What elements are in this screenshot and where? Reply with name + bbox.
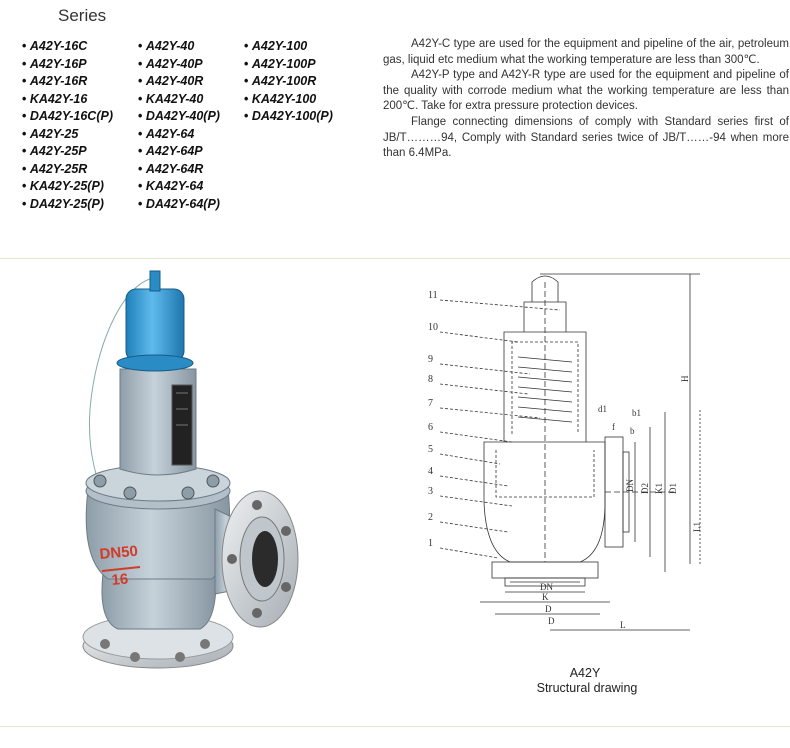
dimension-label: D — [545, 604, 552, 614]
series-item: • A42Y-64 — [138, 126, 220, 144]
series-item: • A42Y-64R — [138, 161, 220, 179]
part-leader-line — [440, 332, 518, 342]
part-leader-line — [440, 496, 512, 506]
series-item: • A42Y-100 — [244, 38, 333, 56]
series-item: • A42Y-25 — [22, 126, 113, 144]
dimension-label: H — [680, 375, 690, 382]
series-item: • A42Y-25R — [22, 161, 113, 179]
description — [383, 37, 789, 162]
part-leader-line — [440, 364, 530, 374]
valve-photo — [0, 259, 372, 726]
series-item: • KA42Y-16 — [22, 91, 113, 109]
description-paragraph-3: Flange connecting dimensions of comply with Standard series first of JB/T………94, Comply with Standard series twice of JB/T……-94 when more than 6.4MPa. — [383, 115, 789, 160]
series-item: • KA42Y-64 — [138, 178, 220, 196]
dimension-label: K — [542, 592, 549, 602]
series-item: • KA42Y-25(P) — [22, 178, 113, 196]
dimension-label: d1 — [598, 404, 607, 414]
series-title: Series — [58, 6, 107, 25]
part-number-label: 1 — [428, 538, 433, 549]
series-item: • A42Y-40P — [138, 56, 220, 74]
dimension-label: f — [612, 422, 615, 432]
dimension-label: L — [620, 620, 626, 630]
dimension-label: D1 — [668, 483, 678, 494]
series-item: • DA42Y-16C(P) — [22, 108, 113, 126]
part-leader-line — [440, 454, 500, 464]
description-paragraph-2: A42Y-P type and A42Y-R type are used for the equipment and pipeline of the quality with corrode medium what the working temperature are less than 200℃. Take for extra pressure protection devices. — [383, 69, 789, 113]
series-item: • A42Y-16R — [22, 73, 113, 91]
dimension-label: DN — [625, 479, 635, 492]
series-list-col3 — [244, 38, 333, 126]
part-leader-line — [440, 432, 512, 442]
part-number-label: 10 — [428, 322, 438, 333]
series-item: • A42Y-25P — [22, 143, 113, 161]
part-number-label: 6 — [428, 422, 433, 433]
dimension-label: K1 — [654, 483, 664, 494]
series-item: • A42Y-100R — [244, 73, 333, 91]
series-item: • A42Y-40R — [138, 73, 220, 91]
part-number-label: 11 — [428, 290, 438, 301]
part-leader-line — [440, 548, 498, 558]
divider-bottom — [0, 726, 790, 727]
part-leader-line — [440, 476, 508, 486]
dimension-label: D — [548, 616, 555, 626]
body-marking-dn: DN50 — [98, 542, 139, 563]
part-leader-line — [440, 522, 508, 532]
drawing-caption-model: A42Y — [569, 666, 601, 680]
part-number-label: 5 — [428, 444, 433, 455]
series-item: • A42Y-16P — [22, 56, 113, 74]
dimension-label: b1 — [632, 408, 641, 418]
drawing-caption-text: Structural drawing — [536, 681, 638, 695]
part-number-label: 7 — [428, 398, 433, 409]
series-item: • KA42Y-100 — [244, 91, 333, 109]
description-paragraph-1: A42Y-C type are used for the equipment and pipeline of the air, petroleum gas, liquid etc medium what the working temperature are less than 300℃. — [383, 38, 789, 66]
series-item: • DA42Y-64(P) — [138, 196, 220, 214]
part-number-label: 9 — [428, 354, 433, 365]
part-leader-line — [440, 408, 540, 418]
part-number-label: 2 — [428, 512, 433, 523]
part-leader-line — [440, 300, 560, 310]
dimension-label: DN — [540, 582, 553, 592]
part-leader-line — [440, 384, 528, 394]
dimension-label: b — [630, 426, 635, 436]
structural-drawing — [400, 262, 790, 642]
part-number-label: 4 — [428, 466, 433, 477]
series-item: • DA42Y-40(P) — [138, 108, 220, 126]
dimension-label: D2 — [640, 483, 650, 494]
series-item: • A42Y-16C — [22, 38, 113, 56]
part-number-label: 8 — [428, 374, 433, 385]
series-list-col1 — [22, 38, 113, 213]
series-list-col2 — [138, 38, 220, 213]
blue-cap — [126, 289, 184, 361]
series-item: • A42Y-100P — [244, 56, 333, 74]
series-item: • KA42Y-40 — [138, 91, 220, 109]
dimension-label: L1 — [692, 522, 702, 532]
series-item: • A42Y-40 — [138, 38, 220, 56]
series-item: • DA42Y-25(P) — [22, 196, 113, 214]
part-number-label: 3 — [428, 486, 433, 497]
body-marking-pn: 16 — [110, 570, 129, 589]
series-item: • DA42Y-100(P) — [244, 108, 333, 126]
series-item: • A42Y-64P — [138, 143, 220, 161]
